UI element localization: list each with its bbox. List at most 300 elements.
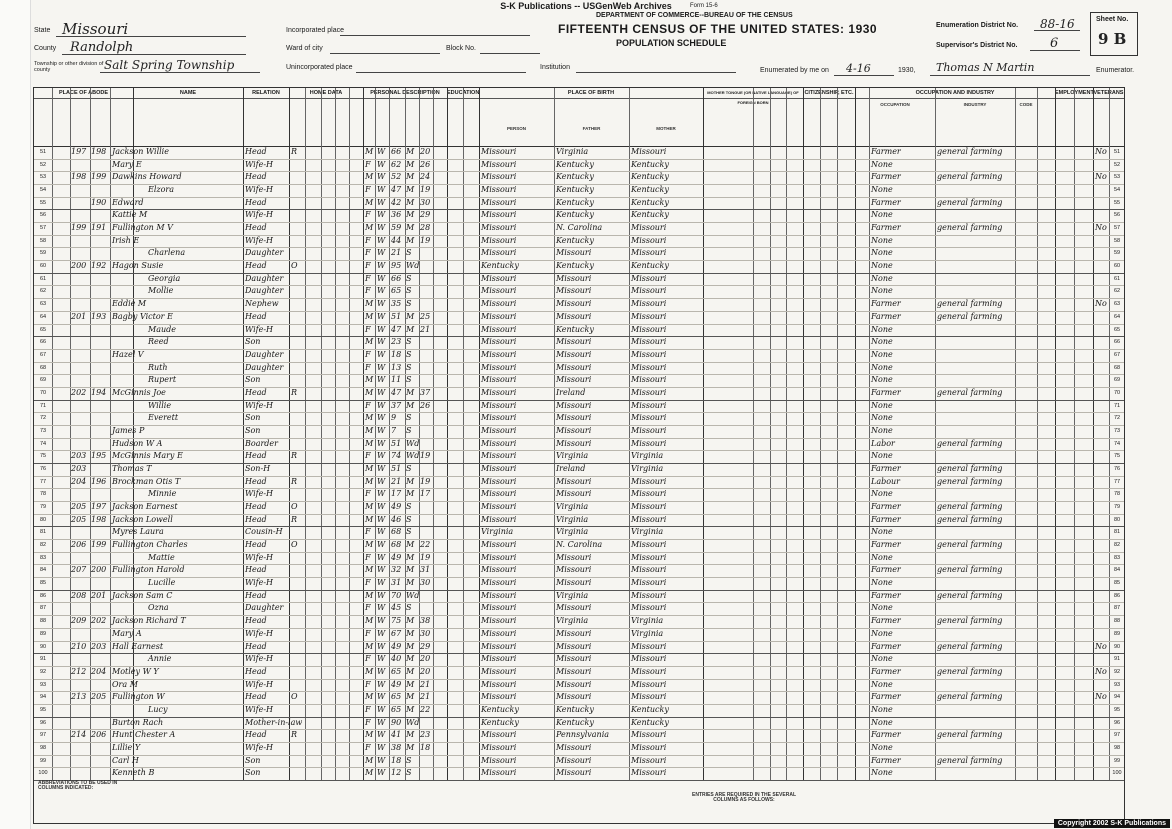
occupation-label: OCCUPATION (880, 102, 910, 107)
dwelling-number: 205 (71, 502, 87, 512)
dwelling-number: 201 (71, 311, 87, 321)
row-number: 56 (39, 212, 47, 219)
age: 49 (391, 679, 402, 689)
birth-mother-label: MOTHER (656, 126, 676, 131)
birthplace-father: Missouri (556, 641, 592, 651)
institution-line (576, 72, 736, 73)
marital-status: Wd (406, 717, 420, 727)
row-number: 97 (39, 732, 47, 739)
row-number: 93 (39, 681, 47, 688)
birthplace-person: Missouri (481, 438, 517, 448)
group-place-of-abode: PLACE OF ABODE (34, 88, 134, 99)
row-number: 94 (39, 694, 47, 701)
row-number: 99 (39, 757, 47, 764)
row-number: 67 (39, 351, 47, 358)
form-number: Form 15-6 (690, 3, 718, 9)
age-at-marriage: 19 (420, 451, 431, 461)
age: 74 (391, 451, 402, 461)
veteran: No (1095, 641, 1107, 651)
relation: Wife-H (245, 742, 274, 752)
relation: Head (245, 387, 267, 397)
row-number-right: 94 (1113, 694, 1121, 701)
birthplace-father: Virginia (556, 527, 589, 537)
occupation: None (871, 603, 893, 613)
relation: Head (245, 692, 267, 702)
row-number-right: 52 (1113, 161, 1121, 168)
home-tenure: R (291, 476, 298, 486)
sex: M (365, 565, 374, 575)
birthplace-father: N. Carolina (556, 223, 603, 233)
row-number: 87 (39, 605, 47, 612)
occupation: Labour (871, 476, 900, 486)
person-name: Hall Earnest (112, 641, 164, 651)
left-margin (0, 0, 31, 829)
group-employment: EMPLOYMENT (1055, 88, 1094, 99)
group-occupation: OCCUPATION AND INDUSTRY (855, 88, 1056, 99)
person-name: Georgia (148, 273, 181, 283)
occupation: None (871, 337, 893, 347)
birthplace-person: Missouri (481, 476, 517, 486)
age-at-marriage: 28 (420, 223, 431, 233)
race: W (377, 502, 386, 512)
age: 44 (391, 235, 402, 245)
age-at-marriage: 20 (420, 654, 431, 664)
family-number: 195 (91, 451, 107, 461)
marital-status: M (406, 578, 415, 588)
person-name: Jackson Lowell (112, 514, 173, 524)
sex: M (365, 425, 374, 435)
birthplace-mother: Virginia (631, 527, 664, 537)
sex: F (365, 248, 371, 258)
sex: M (365, 755, 374, 765)
race: W (377, 654, 386, 664)
sex: M (365, 666, 374, 676)
schedule-title: POPULATION SCHEDULE (616, 38, 727, 48)
birthplace-father: Virginia (556, 451, 589, 461)
home-tenure: O (291, 692, 298, 702)
row-number: 84 (39, 567, 47, 574)
marital-status: S (406, 425, 412, 435)
row-number-right: 100 (1112, 770, 1122, 777)
age-at-marriage: 21 (420, 692, 431, 702)
row-number-right: 97 (1113, 732, 1121, 739)
marital-status: S (406, 248, 412, 258)
age-at-marriage: 17 (420, 489, 431, 499)
group-personal-description: PERSONAL DESCRIPTION (363, 88, 448, 99)
sex: F (365, 324, 371, 334)
marital-status: S (406, 349, 412, 359)
birthplace-person: Missouri (481, 273, 517, 283)
marital-status: Wd (406, 590, 420, 600)
person-name: Hudson W A (112, 438, 163, 448)
birthplace-person: Missouri (481, 324, 517, 334)
birthplace-father: Missouri (556, 349, 592, 359)
birthplace-father: Missouri (556, 679, 592, 689)
age: 45 (391, 603, 402, 613)
race: W (377, 210, 386, 220)
age: 13 (391, 362, 402, 372)
birthplace-person: Missouri (481, 311, 517, 321)
row-number-right: 83 (1113, 554, 1121, 561)
col-line (1074, 88, 1075, 780)
birthplace-person: Missouri (481, 616, 517, 626)
relation: Daughter (245, 349, 284, 359)
industry: general farming (937, 540, 1003, 550)
incorporated-line (340, 35, 530, 36)
enumerated-year: 1930, (898, 67, 916, 74)
person-name: Jackson Willie (112, 147, 169, 156)
race: W (377, 692, 386, 702)
birthplace-father: Missouri (556, 311, 592, 321)
family-number: 193 (91, 311, 107, 321)
occupation: None (871, 261, 893, 271)
veteran: No (1095, 172, 1107, 182)
age-at-marriage: 30 (420, 628, 431, 638)
occupation: None (871, 768, 893, 778)
sex: F (365, 286, 371, 296)
col-line (1093, 88, 1094, 780)
relation: Head (245, 147, 267, 156)
relation: Wife-H (245, 654, 274, 664)
age: 17 (391, 489, 402, 499)
birthplace-person: Missouri (481, 375, 517, 385)
birthplace-mother: Missouri (631, 147, 667, 156)
institution-label: Institution (540, 64, 570, 71)
row-number-right: 99 (1113, 757, 1121, 764)
age: 49 (391, 502, 402, 512)
row-number: 80 (39, 516, 47, 523)
dwelling-number: 197 (71, 147, 87, 156)
row-number: 70 (39, 389, 47, 396)
person-name: Mattie (148, 552, 175, 562)
relation: Son (245, 337, 261, 347)
row-number: 72 (39, 415, 47, 422)
sex: M (365, 413, 374, 423)
age: 36 (391, 210, 402, 220)
row-number: 81 (39, 529, 47, 536)
row-number: 100 (38, 770, 48, 777)
col-line (389, 88, 390, 780)
relation: Cousin-H (245, 527, 283, 537)
race: W (377, 704, 386, 714)
col-line (363, 88, 364, 780)
birthplace-father: Missouri (556, 489, 592, 499)
dwelling-number: 203 (71, 464, 87, 473)
race: W (377, 324, 386, 334)
person-name: Irish E (112, 235, 140, 245)
birthplace-person: Missouri (481, 742, 517, 752)
occupation: None (871, 210, 893, 220)
birthplace-mother: Kentucky (631, 210, 669, 220)
row-number-right: 53 (1113, 174, 1121, 181)
col-line (703, 88, 704, 780)
birthplace-father: Missouri (556, 362, 592, 372)
relation: Wife-H (245, 235, 274, 245)
person-name: Jackson Earnest (112, 502, 178, 512)
race: W (377, 413, 386, 423)
birthplace-mother: Missouri (631, 248, 667, 258)
birthplace-person: Missouri (481, 603, 517, 613)
industry: general farming (937, 616, 1003, 626)
race: W (377, 540, 386, 550)
dwelling-number: 207 (71, 565, 87, 575)
row-number: 77 (39, 478, 47, 485)
group-veterans: VETERANS (1093, 88, 1124, 99)
department-label: DEPARTMENT OF COMMERCE--BUREAU OF THE CENSUS (596, 12, 793, 19)
industry: general farming (937, 464, 1003, 473)
birthplace-father: Missouri (556, 375, 592, 385)
relation: Head (245, 172, 267, 182)
archive-banner: S-K Publications -- USGenWeb Archives (500, 1, 672, 11)
birthplace-mother: Missouri (631, 540, 667, 550)
enum-district-value: 88-16 (1040, 17, 1075, 31)
age: 9 (391, 413, 397, 423)
person-name: Burton Rach (112, 717, 164, 727)
birthplace-mother: Missouri (631, 578, 667, 588)
marital-status: M (406, 387, 415, 397)
row-number-right: 76 (1113, 466, 1121, 472)
occupation: None (871, 628, 893, 638)
relation: Head (245, 502, 267, 512)
sex: F (365, 742, 371, 752)
relation: Head (245, 540, 267, 550)
birthplace-mother: Kentucky (631, 717, 669, 727)
age: 49 (391, 552, 402, 562)
row-number-right: 55 (1113, 199, 1121, 206)
race: W (377, 768, 386, 778)
marital-status: S (406, 527, 412, 537)
age-at-marriage: 30 (420, 578, 431, 588)
age-at-marriage: 31 (420, 565, 431, 575)
sex: F (365, 362, 371, 372)
birthplace-mother: Missouri (631, 489, 667, 499)
row-number: 88 (39, 618, 47, 625)
family-number: 192 (91, 261, 107, 271)
race: W (377, 425, 386, 435)
age: 11 (391, 375, 402, 385)
race: W (377, 147, 386, 156)
copyright-badge: Copyright 2002 S-K Publications (1054, 819, 1170, 828)
row-number: 96 (39, 719, 47, 726)
age: 12 (391, 768, 402, 778)
birthplace-father: Kentucky (556, 197, 594, 207)
age-at-marriage: 26 (420, 159, 431, 169)
sex: M (365, 337, 374, 347)
marital-status: M (406, 223, 415, 233)
person-name: Carl H (112, 755, 139, 765)
row-number-right: 84 (1113, 567, 1121, 574)
occupation: Farmer (871, 590, 901, 600)
relation: Son (245, 413, 261, 423)
occupation: Farmer (871, 616, 901, 626)
birthplace-mother: Missouri (631, 413, 667, 423)
person-name: Elzora (148, 185, 175, 195)
person-name: McGinnis Joe (112, 387, 166, 397)
census-grid (33, 87, 1125, 781)
relation: Son (245, 375, 261, 385)
birthplace-father: Virginia (556, 514, 589, 524)
row-number-right: 56 (1113, 212, 1121, 219)
occupation: None (871, 159, 893, 169)
race: W (377, 375, 386, 385)
relation: Wife-H (245, 679, 274, 689)
sex: F (365, 679, 371, 689)
col-line (463, 88, 464, 780)
age-at-marriage: 18 (420, 742, 431, 752)
birthplace-mother: Kentucky (631, 261, 669, 271)
row-number-right: 51 (1113, 149, 1121, 155)
race: W (377, 717, 386, 727)
marital-status: S (406, 502, 412, 512)
occupation: Farmer (871, 502, 901, 512)
relation: Head (245, 590, 267, 600)
race: W (377, 197, 386, 207)
marital-status: S (406, 768, 412, 778)
relation: Head (245, 261, 267, 271)
person-name: Rupert (148, 375, 177, 385)
birthplace-person: Missouri (481, 590, 517, 600)
marital-status: S (406, 299, 412, 309)
birthplace-person: Missouri (481, 514, 517, 524)
sex: M (365, 692, 374, 702)
relation: Son (245, 755, 261, 765)
row-number-right: 64 (1113, 313, 1121, 320)
age-at-marriage: 30 (420, 197, 431, 207)
relation: Boarder (245, 438, 278, 448)
relation: Daughter (245, 248, 284, 258)
relation: Daughter (245, 286, 284, 296)
sex: M (365, 375, 374, 385)
occupation: None (871, 286, 893, 296)
industry-label: INDUSTRY (963, 102, 987, 107)
birthplace-person: Missouri (481, 666, 517, 676)
row-number-right: 68 (1113, 364, 1121, 371)
row-number-right: 66 (1113, 339, 1121, 346)
birthplace-person: Missouri (481, 362, 517, 372)
birthplace-father: Missouri (556, 603, 592, 613)
occupation: None (871, 552, 893, 562)
birthplace-father: Virginia (556, 502, 589, 512)
age: 40 (391, 654, 402, 664)
state-value: Missouri (62, 20, 129, 38)
person-name: Fullington Charles (112, 540, 188, 550)
group-name: NAME (133, 88, 244, 99)
sex: F (365, 704, 371, 714)
industry: general farming (937, 755, 1003, 765)
row-number: 69 (39, 377, 47, 384)
row-number-right: 82 (1113, 542, 1121, 549)
row-number-right: 61 (1113, 275, 1121, 282)
relation: Head (245, 476, 267, 486)
age: 51 (391, 311, 402, 321)
industry: general farming (937, 502, 1003, 512)
age: 70 (391, 590, 402, 600)
family-number: 201 (91, 590, 107, 600)
row-number: 90 (39, 643, 47, 650)
birthplace-father: Missouri (556, 476, 592, 486)
birthplace-mother: Missouri (631, 603, 667, 613)
relation: Head (245, 514, 267, 524)
birthplace-mother: Missouri (631, 565, 667, 575)
birthplace-father: Missouri (556, 654, 592, 664)
age: 62 (391, 159, 402, 169)
birthplace-person: Missouri (481, 641, 517, 651)
family-number: 203 (91, 641, 107, 651)
family-number: 194 (91, 387, 107, 397)
row-number: 54 (39, 187, 47, 194)
industry: general farming (937, 692, 1003, 702)
birthplace-mother: Missouri (631, 337, 667, 347)
birthplace-mother: Missouri (631, 692, 667, 702)
marital-status: Wd (406, 451, 420, 461)
birthplace-father: Missouri (556, 248, 592, 258)
age: 90 (391, 717, 402, 727)
relation: Head (245, 730, 267, 740)
home-tenure: R (291, 451, 298, 461)
race: W (377, 438, 386, 448)
sex: F (365, 235, 371, 245)
occupation: None (871, 273, 893, 283)
col-line (289, 88, 290, 780)
relation: Wife-H (245, 552, 274, 562)
family-number: 198 (91, 147, 107, 156)
birthplace-mother: Kentucky (631, 197, 669, 207)
family-number: 199 (91, 540, 107, 550)
row-number-right: 86 (1113, 592, 1121, 599)
row-number-right: 58 (1113, 237, 1121, 244)
birthplace-person: Missouri (481, 235, 517, 245)
age-at-marriage: 24 (420, 172, 431, 182)
birthplace-father: Missouri (556, 742, 592, 752)
col-line (1055, 88, 1056, 780)
occupation: None (871, 248, 893, 258)
birthplace-father: Kentucky (556, 261, 594, 271)
row-number: 60 (39, 263, 47, 270)
family-number: 204 (91, 666, 107, 676)
age-at-marriage: 21 (420, 679, 431, 689)
sex: M (365, 502, 374, 512)
township-line (100, 72, 260, 73)
age: 66 (391, 273, 402, 283)
occupation: None (871, 400, 893, 410)
sex: F (365, 400, 371, 410)
person-name: Annie (148, 654, 172, 664)
marital-status: S (406, 464, 412, 473)
dwelling-number: 212 (71, 666, 87, 676)
race: W (377, 578, 386, 588)
age: 41 (391, 730, 402, 740)
birthplace-mother: Kentucky (631, 704, 669, 714)
row-number-right: 85 (1113, 580, 1121, 587)
birthplace-father: Missouri (556, 755, 592, 765)
person-name: Minnie (148, 489, 177, 499)
birthplace-person: Missouri (481, 692, 517, 702)
birthplace-mother: Missouri (631, 742, 667, 752)
industry: general farming (937, 666, 1003, 676)
birthplace-mother: Kentucky (631, 172, 669, 182)
race: W (377, 527, 386, 537)
enumerator-line (930, 75, 1090, 76)
marital-status: M (406, 742, 415, 752)
marital-status: M (406, 311, 415, 321)
marital-status: M (406, 679, 415, 689)
birthplace-father: Missouri (556, 425, 592, 435)
age: 65 (391, 704, 402, 714)
col-line (837, 88, 838, 780)
birthplace-person: Missouri (481, 489, 517, 499)
marital-status: M (406, 489, 415, 499)
race: W (377, 666, 386, 676)
